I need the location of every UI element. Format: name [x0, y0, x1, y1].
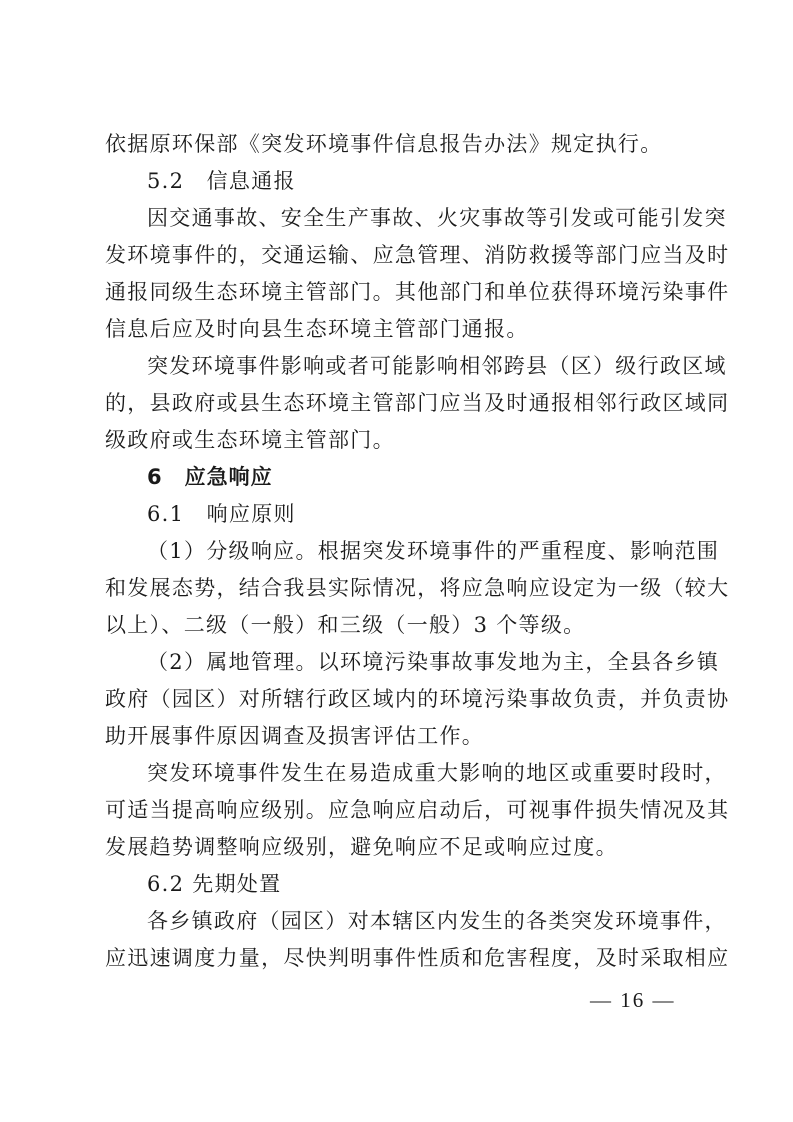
- text-line: 6 应急响应: [147, 465, 273, 489]
- text-line: 助开展事件原因调查及损害评估工作。: [105, 724, 485, 748]
- paragraph: [105, 755, 730, 866]
- text-line: 的，县政府或县生态环境主管部门应当及时通报相邻行政区域同: [105, 391, 730, 415]
- paragraph: [105, 903, 730, 977]
- paragraph: [105, 644, 730, 755]
- text-line: 发环境事件的，交通运输、应急管理、消防救援等部门应当及时: [105, 243, 730, 267]
- text-line: 以上）、二级（一般）和三级（一般）3 个等级。: [105, 613, 586, 637]
- section-heading: [105, 163, 690, 200]
- page-number: — 16 —: [590, 988, 676, 1012]
- text-line: 因交通事故、安全生产事故、火灾事故等引发或可能引发突: [147, 206, 727, 230]
- text-line: 和发展态势，结合我县实际情况，将应急响应设定为一级（较大: [105, 576, 730, 600]
- text-line: 突发环境事件影响或者可能影响相邻跨县（区）级行政区域: [147, 354, 727, 378]
- section-heading: [105, 496, 690, 533]
- document-body: [105, 126, 730, 977]
- text-line: 5.2 信息通报: [147, 169, 296, 193]
- paragraph: [105, 200, 730, 348]
- text-line: 可适当提高响应级别。应急响应启动后，可视事件损失情况及其: [105, 798, 730, 822]
- text-line: 突发环境事件发生在易造成重大影响的地区或重要时段时，: [147, 761, 727, 785]
- text-line: 各乡镇政府（园区）对本辖区内发生的各类突发环境事件，: [147, 909, 727, 933]
- text-line: 6.1 响应原则: [147, 502, 296, 526]
- section-heading: [105, 459, 690, 496]
- text-line: 依据原环保部《突发环境事件信息报告办法》规定执行。: [105, 132, 663, 156]
- text-line: 发展趋势调整响应级别，避免响应不足或响应过度。: [105, 835, 618, 859]
- text-line: 级政府或生态环境主管部门。: [105, 428, 395, 452]
- text-line: 信息后应及时向县生态环境主管部门通报。: [105, 317, 529, 341]
- text-line: 应迅速调度力量，尽快判明事件性质和危害程度，及时采取相应: [105, 946, 730, 970]
- text-line: （1）分级响应。根据突发环境事件的严重程度、影响范围: [147, 539, 720, 563]
- text-line: 通报同级生态环境主管部门。其他部门和单位获得环境污染事件: [105, 280, 730, 304]
- text-line: 6.2 先期处置: [147, 872, 282, 896]
- paragraph: [105, 533, 730, 644]
- section-heading: [105, 866, 690, 903]
- text-line: （2）属地管理。以环境污染事故事发地为主，全县各乡镇: [147, 650, 720, 674]
- text-line: 政府（园区）对所辖行政区域内的环境污染事故负责，并负责协: [105, 687, 730, 711]
- paragraph: [105, 348, 730, 459]
- paragraph: [105, 126, 690, 163]
